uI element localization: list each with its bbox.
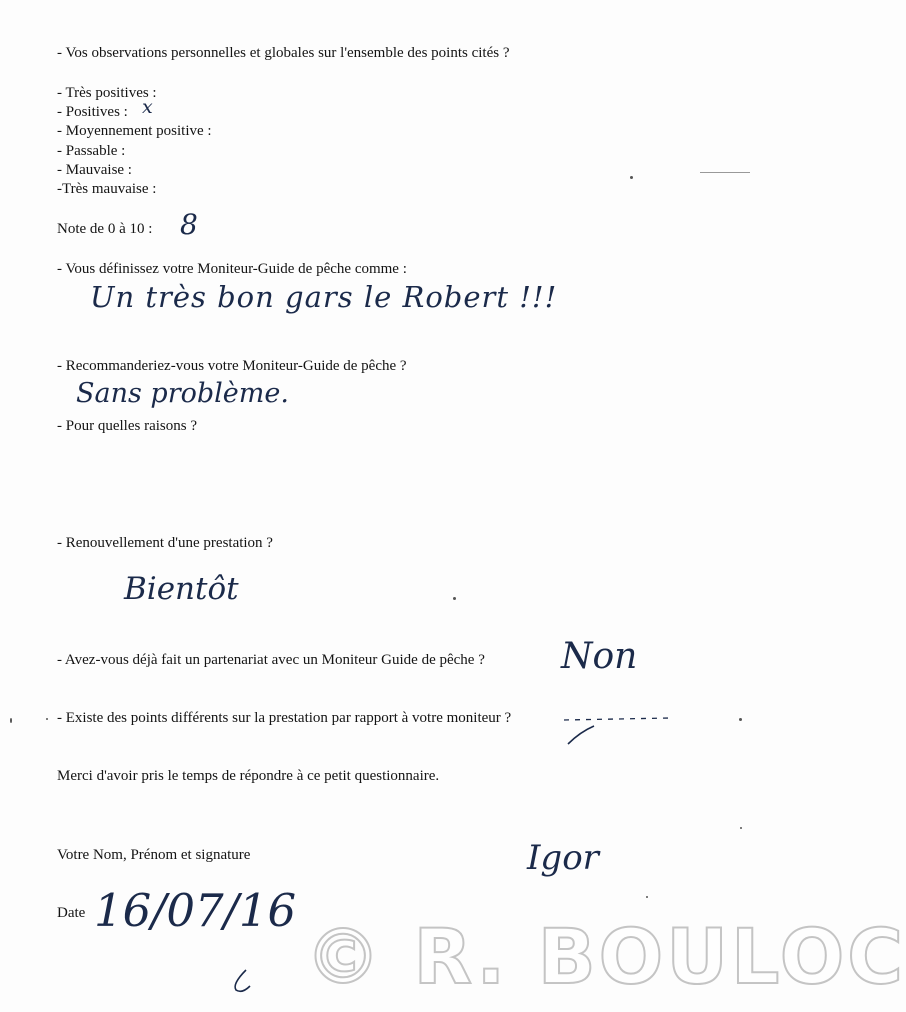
date-value: 16/07/16 — [94, 884, 297, 937]
rating-option-bad: - Mauvaise : — [57, 162, 132, 178]
observations-question: - Vos observations personnelles et globales sur l'ensemble des points cités ? — [57, 45, 510, 61]
name-label: Votre Nom, Prénom et signature — [57, 847, 251, 863]
reasons-question: - Pour quelles raisons ? — [57, 418, 197, 434]
rating-option-very-bad: -Très mauvaise : — [57, 181, 157, 197]
scan-speck — [740, 827, 742, 829]
recommend-answer: Sans problème. — [76, 378, 289, 409]
differences-question: - Existe des points différents sur la prestation par rapport à votre moniteur ? — [57, 710, 512, 726]
date-extra-stroke — [228, 966, 258, 996]
note-label: Note de 0 à 10 : — [57, 221, 153, 237]
note-value: 8 — [180, 208, 198, 241]
scan-speck — [453, 597, 456, 600]
partnership-question: - Avez-vous déjà fait un partenariat avec un Moniteur Guide de pêche ? — [57, 652, 485, 668]
define-answer: Un très bon gars le Robert !!! — [90, 280, 558, 314]
scan-speck — [646, 896, 648, 898]
renewal-answer: Bientôt — [124, 571, 239, 607]
scan-speck — [630, 176, 633, 179]
rating-option-passable: - Passable : — [57, 143, 126, 159]
scan-speck — [46, 718, 48, 720]
differences-answer-strokes — [560, 712, 675, 748]
copyright-watermark: © R. BOULOC — [305, 912, 906, 1001]
scan-speck — [10, 718, 12, 723]
define-question: - Vous définissez votre Moniteur-Guide de pêche comme : — [57, 261, 407, 277]
rating-option-medium: - Moyennement positive : — [57, 123, 212, 139]
scan-speck — [739, 718, 742, 721]
renewal-question: - Renouvellement d'une prestation ? — [57, 535, 273, 551]
thanks-text: Merci d'avoir pris le temps de répondre à ce petit questionnaire. — [57, 768, 440, 784]
name-signature: Igor — [527, 838, 599, 878]
rating-option-positive: - Positives : — [57, 104, 128, 120]
recommend-question: - Recommanderiez-vous votre Moniteur-Guide de pêche ? — [57, 358, 407, 374]
scan-speck — [700, 172, 750, 173]
rating-positive-mark: x — [142, 96, 153, 118]
date-label: Date — [57, 905, 86, 921]
partnership-answer: Non — [561, 636, 638, 677]
rating-option-very-positive: - Très positives : — [57, 85, 157, 101]
